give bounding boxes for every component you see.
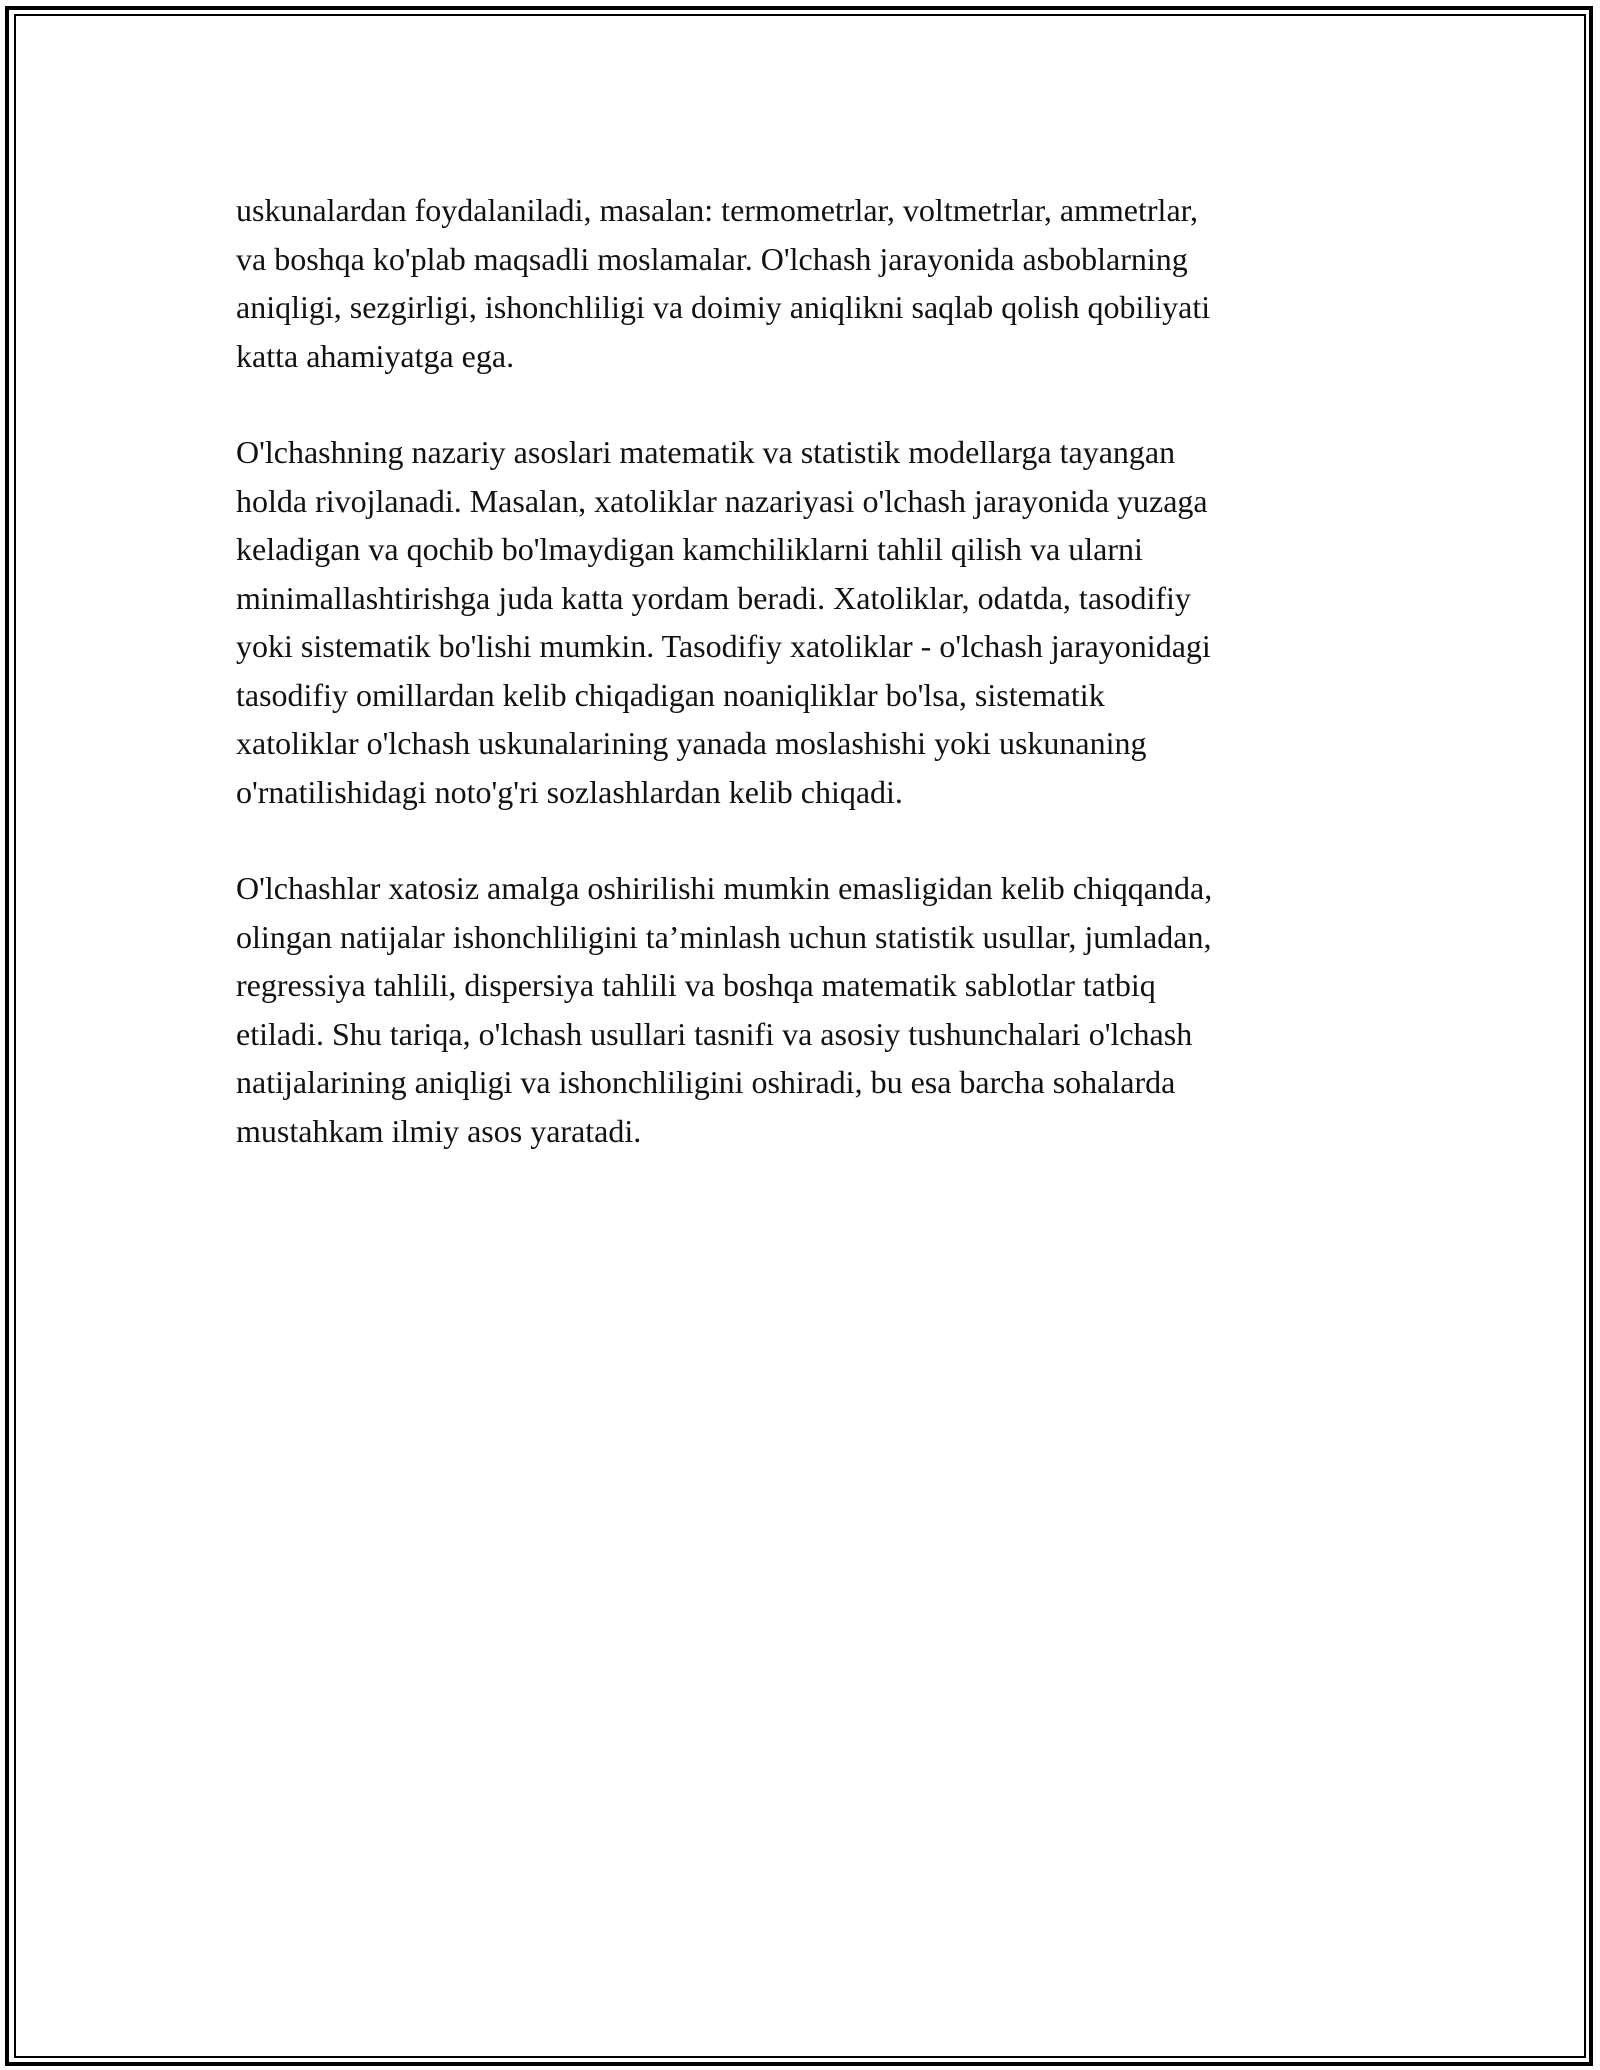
- paragraph-1: [236, 186, 1371, 380]
- text-line: keladigan va qochib bo'lmaydigan kamchiliklarni tahlil qilish va ularni: [236, 531, 1143, 567]
- text-line: mustahkam ilmiy asos yaratadi.: [236, 1112, 642, 1149]
- paragraph-3: [236, 864, 1371, 1155]
- text-line: tasodifiy omillardan kelib chiqadigan noaniqliklar bo'lsa, sistematik: [236, 676, 1105, 713]
- text-line: uskunalardan foydalaniladi, masalan: termometrlar, voltmetrlar, ammetrlar,: [236, 192, 1199, 228]
- text-line: natijalarining aniqligi va ishonchliligini oshiradi, bu esa barcha sohalarda: [236, 1064, 1176, 1100]
- text-line: va boshqa ko'plab maqsadli moslamalar. O'lchash jarayonida asboblarning: [236, 240, 1188, 277]
- paragraph-2: [236, 428, 1371, 816]
- text-line: yoki sistematik bo'lishi mumkin. Tasodifiy xatoliklar - o'lchash jarayonidagi: [236, 628, 1211, 664]
- page-body: [236, 186, 1371, 1203]
- text-line: O'lchashning nazariy asoslari matematik va statistik modellarga tayangan: [236, 434, 1176, 470]
- text-line: holda rivojlanadi. Masalan, xatoliklar nazariyasi o'lchash jarayonida yuzaga: [236, 482, 1208, 519]
- text-line: minimallashtirishga juda katta yordam beradi. Xatoliklar, odatda, tasodifiy: [236, 579, 1191, 616]
- text-line: xatoliklar o'lchash uskunalarining yanada moslashishi yoki uskunaning: [236, 725, 1147, 761]
- text-line: regressiya tahlili, dispersiya tahlili va boshqa matematik sablotlar tatbiq: [236, 967, 1156, 1003]
- text-line: olingan natijalar ishonchliligini ta’minlash uchun statistik usullar, jumladan,: [236, 918, 1212, 955]
- text-line: o'rnatilishidagi noto'g'ri sozlashlardan kelib chiqadi.: [236, 773, 903, 810]
- text-line: katta ahamiyatga ega.: [236, 337, 515, 374]
- text-line: etiladi. Shu tariqa, o'lchash usullari tasnifi va asosiy tushunchalari o'lchash: [236, 1015, 1193, 1052]
- text-line: O'lchashlar xatosiz amalga oshirilishi mumkin emasligidan kelib chiqqanda,: [236, 870, 1213, 906]
- text-line: aniqligi, sezgirligi, ishonchliligi va doimiy aniqlikni saqlab qolish qobiliyati: [236, 289, 1211, 325]
